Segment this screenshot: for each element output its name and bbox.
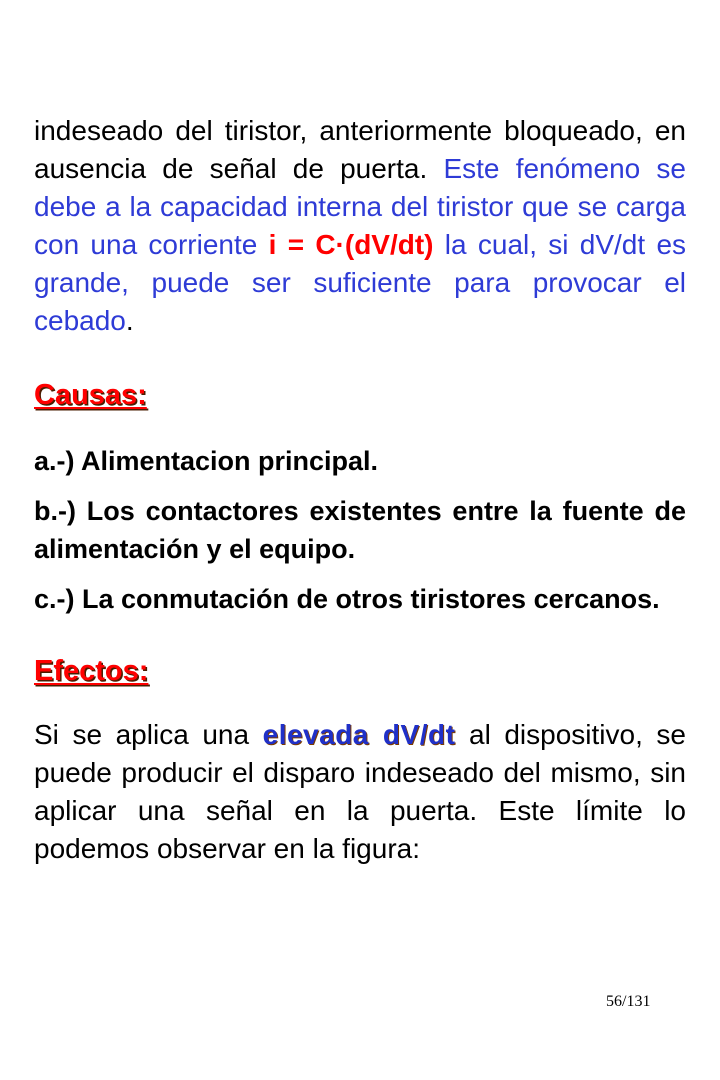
cause-item-a: a.-) Alimentacion principal.: [34, 446, 379, 476]
causes-heading: Causas:: [34, 379, 147, 411]
effects-highlight: elevada dV/dt: [262, 719, 456, 750]
effects-text-after: al dispositivo, se puede producir el disparo indeseado del mismo, sin aplicar una señal en la puerta. Este límite lo podemos observar en la figura:: [34, 719, 687, 864]
intro-text-blue-end: la cual, si dV/dt es grande, puede ser suficiente para provocar el cebado: [34, 229, 687, 336]
intro-paragraph: [34, 112, 686, 340]
intro-text-blue: Este fenómeno se debe a la capacidad interna del tiristor que se carga con una corriente: [34, 153, 686, 260]
intro-period: .: [125, 305, 134, 336]
effects-paragraph: [34, 716, 686, 868]
effects-heading: Efectos:: [34, 655, 149, 687]
page-number: 56/131: [606, 993, 651, 1010]
formula-current: i = C·(dV/dt): [268, 229, 434, 260]
intro-text-black: indeseado del tiristor, anteriormente bloqueado, en ausencia de señal de puerta.: [34, 115, 686, 184]
effects-text-before: Si se aplica una: [34, 719, 250, 750]
slide-content: [34, 112, 686, 868]
cause-item-c: c.-) La conmutación de otros tiristores cercanos.: [34, 584, 660, 614]
cause-item-b: b.-) Los contactores existentes entre la fuente de alimentación y el equipo.: [34, 496, 686, 564]
